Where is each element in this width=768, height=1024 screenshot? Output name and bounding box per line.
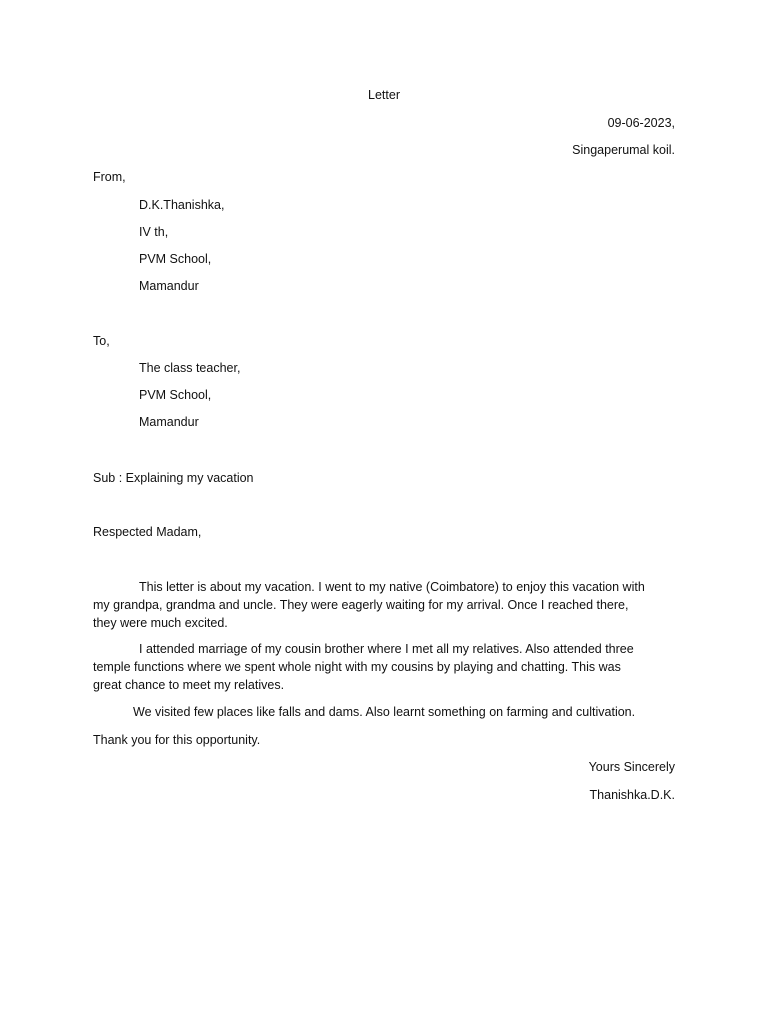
body-paragraph-3 — [93, 703, 677, 721]
subject-line: Sub : Explaining my vacation — [93, 471, 254, 485]
from-class: IV th, — [139, 225, 169, 239]
body-paragraph-1-line: they were much excited. — [93, 616, 228, 630]
thanks-line: Thank you for this opportunity. — [93, 733, 261, 747]
body-paragraph-2-line: great chance to meet my relatives. — [93, 678, 285, 692]
from-label: From, — [93, 170, 126, 184]
to-label: To, — [93, 334, 110, 348]
from-school: PVM School, — [139, 252, 212, 266]
from-town: Mamandur — [139, 279, 199, 293]
letter-date: 09-06-2023, — [607, 116, 675, 130]
salutation: Respected Madam, — [93, 525, 202, 539]
closing: Yours Sincerely — [588, 760, 675, 774]
body-paragraph-2-line: I attended marriage of my cousin brother where I met all my relatives. Also attended three — [139, 642, 634, 656]
signature: Thanishka.D.K. — [589, 788, 675, 802]
from-name: D.K.Thanishka, — [139, 198, 225, 212]
body-paragraph-1 — [93, 578, 677, 632]
body-paragraph-1-line: This letter is about my vacation. I went to my native (Coimbatore) to enjoy this vacation with — [139, 580, 645, 594]
letter-place: Singaperumal koil. — [572, 143, 675, 157]
to-school: PVM School, — [139, 388, 212, 402]
body-paragraph-2-line: temple functions where we spent whole night with my cousins by playing and chatting. This was — [93, 660, 621, 674]
letter-title: Letter — [368, 88, 400, 102]
body-paragraph-3-line: We visited few places like falls and dams. Also learnt something on farming and cultivation. — [133, 705, 636, 719]
body-paragraph-1-line: my grandpa, grandma and uncle. They were eagerly waiting for my arrival. Once I reached there, — [93, 598, 629, 612]
to-town: Mamandur — [139, 415, 199, 429]
to-recipient: The class teacher, — [139, 361, 241, 375]
body-paragraph-2 — [93, 640, 677, 694]
